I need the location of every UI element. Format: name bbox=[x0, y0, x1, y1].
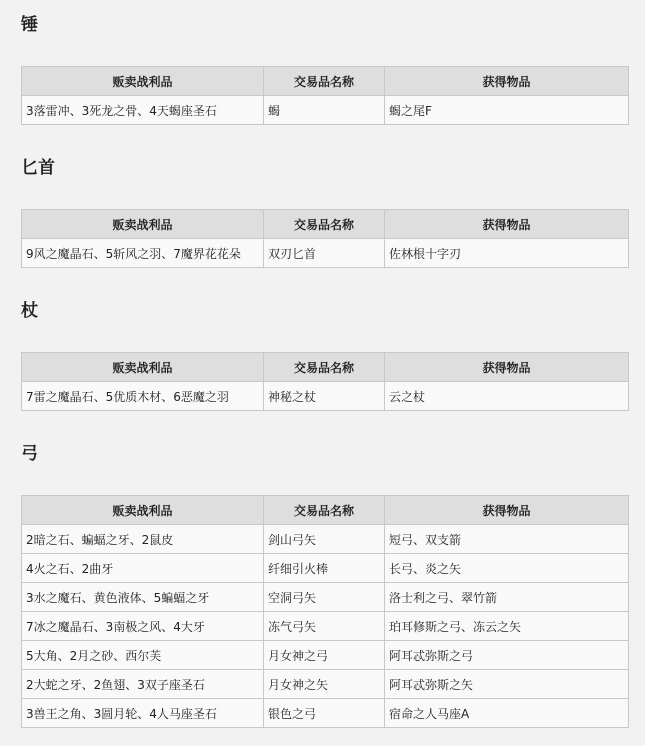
cell-obtained: 洛士利之弓、翠竹箭 bbox=[385, 583, 629, 612]
cell-loot: 3落雷冲、3死龙之骨、4天蝎座圣石 bbox=[22, 96, 264, 125]
header-trade-item: 交易品名称 bbox=[264, 496, 385, 525]
cell-obtained: 长弓、炎之矢 bbox=[385, 554, 629, 583]
cell-trade-item: 剑山弓矢 bbox=[264, 525, 385, 554]
cell-loot: 2大蛇之牙、2鱼翅、3双子座圣石 bbox=[22, 670, 264, 699]
cell-obtained: 云之杖 bbox=[385, 382, 629, 411]
header-obtained: 获得物品 bbox=[385, 496, 629, 525]
table-staff bbox=[21, 352, 629, 411]
table-header-row bbox=[22, 353, 629, 382]
header-loot: 贩卖战利品 bbox=[22, 210, 264, 239]
cell-loot: 3兽王之角、3圆月轮、4人马座圣石 bbox=[22, 699, 264, 728]
header-obtained: 获得物品 bbox=[385, 67, 629, 96]
cell-obtained: 珀耳修斯之弓、冻云之矢 bbox=[385, 612, 629, 641]
table-row bbox=[22, 612, 629, 641]
table-row bbox=[22, 96, 629, 125]
table-bow bbox=[21, 495, 629, 728]
cell-trade-item: 蝎 bbox=[264, 96, 385, 125]
section-title-staff: 杖 bbox=[21, 301, 38, 321]
cell-obtained: 佐林根十字刃 bbox=[385, 239, 629, 268]
table-row bbox=[22, 583, 629, 612]
cell-obtained: 阿耳忒弥斯之矢 bbox=[385, 670, 629, 699]
cell-trade-item: 银色之弓 bbox=[264, 699, 385, 728]
cell-obtained: 阿耳忒弥斯之弓 bbox=[385, 641, 629, 670]
table-row bbox=[22, 525, 629, 554]
cell-trade-item: 双刃匕首 bbox=[264, 239, 385, 268]
table-hammer bbox=[21, 66, 629, 125]
cell-obtained: 短弓、双支箭 bbox=[385, 525, 629, 554]
header-trade-item: 交易品名称 bbox=[264, 67, 385, 96]
table-header-row bbox=[22, 67, 629, 96]
table-row bbox=[22, 239, 629, 268]
table-row bbox=[22, 641, 629, 670]
section-title-dagger: 匕首 bbox=[21, 158, 55, 178]
header-trade-item: 交易品名称 bbox=[264, 353, 385, 382]
cell-trade-item: 月女神之矢 bbox=[264, 670, 385, 699]
header-loot: 贩卖战利品 bbox=[22, 496, 264, 525]
cell-trade-item: 月女神之弓 bbox=[264, 641, 385, 670]
cell-trade-item: 纤细引火棒 bbox=[264, 554, 385, 583]
cell-trade-item: 空洞弓矢 bbox=[264, 583, 385, 612]
section-title-bow: 弓 bbox=[21, 444, 38, 464]
cell-trade-item: 冻气弓矢 bbox=[264, 612, 385, 641]
table-row bbox=[22, 382, 629, 411]
cell-obtained: 蝎之尾F bbox=[385, 96, 629, 125]
header-obtained: 获得物品 bbox=[385, 353, 629, 382]
cell-obtained: 宿命之人马座A bbox=[385, 699, 629, 728]
header-loot: 贩卖战利品 bbox=[22, 353, 264, 382]
section-title-hammer: 锤 bbox=[21, 15, 38, 35]
table-row bbox=[22, 699, 629, 728]
table-row bbox=[22, 554, 629, 583]
table-dagger bbox=[21, 209, 629, 268]
table-row bbox=[22, 670, 629, 699]
cell-trade-item: 神秘之杖 bbox=[264, 382, 385, 411]
table-header-row bbox=[22, 496, 629, 525]
cell-loot: 7雷之魔晶石、5优质木材、6恶魔之羽 bbox=[22, 382, 264, 411]
header-trade-item: 交易品名称 bbox=[264, 210, 385, 239]
cell-loot: 9风之魔晶石、5斩风之羽、7魔界花花朵 bbox=[22, 239, 264, 268]
cell-loot: 2暗之石、蝙蝠之牙、2鼠皮 bbox=[22, 525, 264, 554]
header-loot: 贩卖战利品 bbox=[22, 67, 264, 96]
header-obtained: 获得物品 bbox=[385, 210, 629, 239]
cell-loot: 5大角、2月之砂、西尔芙 bbox=[22, 641, 264, 670]
table-header-row bbox=[22, 210, 629, 239]
cell-loot: 7冰之魔晶石、3南极之风、4大牙 bbox=[22, 612, 264, 641]
cell-loot: 4火之石、2曲牙 bbox=[22, 554, 264, 583]
cell-loot: 3水之魔石、黄色液体、5蝙蝠之牙 bbox=[22, 583, 264, 612]
